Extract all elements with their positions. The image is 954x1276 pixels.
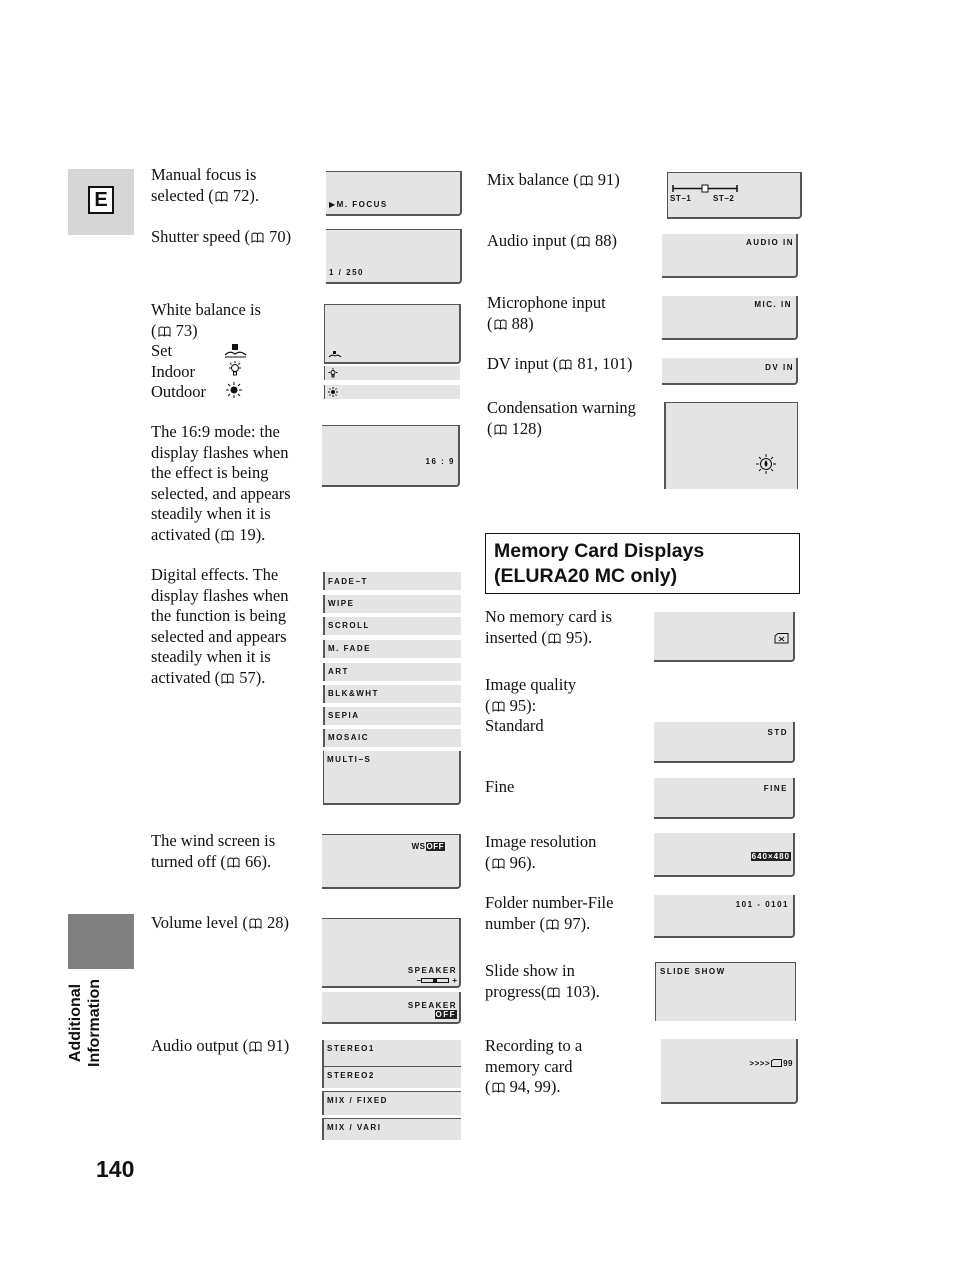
speaker-off-display: SPEAKER OFF [322,992,461,1024]
section-heading [485,533,800,594]
quality-fine-display: FINE [654,778,795,819]
sun-icon [225,381,243,399]
audio-out-stereo1: STEREO1 [322,1040,461,1066]
mix-balance-text: Mix balance ( 91) [487,170,620,189]
effect-scroll: SCROLL [323,617,461,635]
condensation-text: Condensation warning ( 128) [487,398,636,438]
folder-file-text: Folder number-File number ( 97). [485,893,614,933]
mic-input-text: Microphone input ( 88) [487,293,606,333]
section-heading-line1: Memory Card Displays [494,540,705,562]
audio-out-mix-vari: MIX / VARI [322,1118,461,1140]
book-icon [580,175,593,186]
wb-display-outdoor [324,385,460,399]
mic-input-display: MIC. IN [662,296,798,340]
audio-input-text: Audio input ( 88) [487,231,618,250]
section-tab-block [68,914,134,969]
dv-input-text: DV input ( 81, 101) [487,354,633,373]
book-icon [221,530,234,541]
recording-display: >>>> 99 [661,1039,798,1104]
wind-screen-display: WSOFF [322,834,461,889]
book-icon [492,701,505,712]
effect-multi-s: MULTI−S [323,751,461,805]
book-icon [215,191,228,202]
book-icon [492,1082,505,1093]
effect-m-fade: M. FADE [323,640,461,658]
no-card-display [654,612,795,662]
book-icon [559,359,572,370]
audio-out-mix-fixed: MIX / FIXED [322,1091,461,1115]
book-icon [221,673,234,684]
page-number: 140 [96,1156,135,1182]
folder-file-display: 101 - 0101 [654,895,795,938]
effect-art: ART [323,663,461,681]
digital-effects-text: Digital effects. The display flashes when the function is being selected and appears steadily when it is activated ( 57). [151,565,289,687]
effect-mosaic: MOSAIC [323,729,461,747]
audio-input-display: AUDIO IN [662,234,798,278]
resolution-display: 640×480 [654,833,795,877]
quality-std-display: STD [654,722,795,763]
manual-focus-text: Manual focus is selected ( 72). [151,165,260,205]
mode-169-text: The 16:9 mode: the display flashes when the effect is being selected, and appears steadily when it is activated ( 19). [151,422,291,544]
section-heading-line2: (ELURA20 MC only) [494,564,678,587]
effect-wipe: WIPE [323,595,461,613]
resolution-text: Image resolution ( 96). [485,832,597,872]
volume-bar [421,978,449,984]
dv-input-display: DV IN [662,358,798,385]
bulb-icon [226,360,244,378]
effect-fade-t: FADE−T [323,572,461,590]
book-icon [546,919,559,930]
book-icon [158,326,171,337]
audio-out-stereo2: STEREO2 [322,1066,461,1088]
effect-sepia: SEPIA [323,707,461,725]
manual-focus-display: ▶M. FOCUS [326,171,462,216]
language-tab [68,169,134,235]
no-card-icon [774,633,789,644]
book-icon [494,424,507,435]
effect-blk-wht: BLK&WHT [323,685,461,703]
section-tab-line1: Additional [67,983,84,1063]
bulb-icon [328,368,338,378]
book-icon [547,987,560,998]
book-icon [249,918,262,929]
book-icon [251,232,264,243]
section-tab-label [66,968,110,1078]
no-card-text: No memory card is inserted ( 95). [485,607,612,647]
volume-level-text: Volume level ( 28) [151,913,289,932]
fine-text: Fine [485,777,515,796]
card-icon [771,1059,782,1067]
mix-balance-bar [671,184,739,193]
shutter-speed-display: 1 / 250 [326,229,462,284]
book-icon [494,319,507,330]
wb-set-icon [328,351,342,359]
slide-show-text: Slide show in progress( 103). [485,961,600,1001]
book-icon [249,1041,262,1052]
recording-text: Recording to a memory card ( 94, 99). [485,1036,583,1096]
wb-set-icon [223,343,249,359]
mix-balance-display: ST−1 ST−2 [667,172,802,219]
book-icon [548,633,561,644]
book-icon [492,858,505,869]
section-tab-line2: Information [86,979,103,1067]
condensation-icon [754,453,778,475]
mode-169-display: 16 : 9 [322,425,460,487]
language-tab-letter: E [88,186,114,214]
wb-display-set [324,304,461,364]
shutter-speed-text: Shutter speed ( 70) [151,227,292,246]
wb-display-indoor [324,366,460,380]
condensation-display [664,402,798,489]
sun-icon [328,387,338,397]
book-icon [577,236,590,247]
wind-screen-text: The wind screen is turned off ( 66). [151,831,276,871]
image-quality-text: Image quality ( 95): Standard [485,675,577,735]
volume-display: SPEAKER − + [322,918,461,988]
book-icon [227,857,240,868]
slide-show-display: SLIDE SHOW [655,962,796,1021]
white-balance-text: White balance is ( 73) Set Indoor Outdoor [151,300,261,401]
audio-output-text: Audio output ( 91) [151,1036,290,1055]
